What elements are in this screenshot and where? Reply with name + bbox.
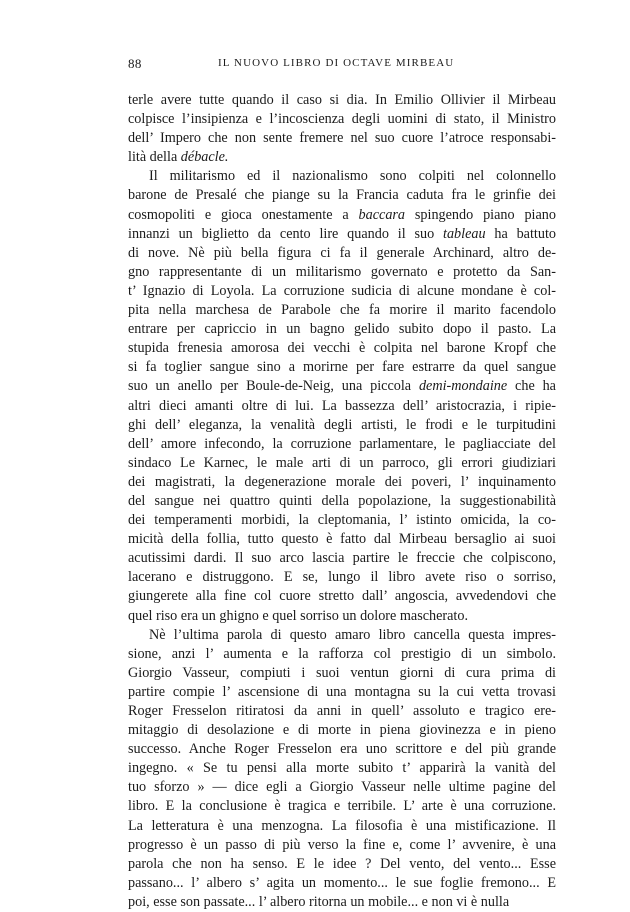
text-segment: che ha [507,378,556,395]
text-line [128,893,556,912]
text-segment: ghi dell’ eleganza, la venalità degli artisti, le frodi e le turpitudini [128,416,556,433]
text-line [128,836,556,855]
text-line [128,263,556,282]
text-line [128,91,556,110]
text-line [128,607,556,626]
text-line [128,587,556,606]
text-segment: altri dieci amanti oltre di lui. La bassezza dell’ aristocrazia, i ripie- [128,397,556,414]
text-line [128,817,556,836]
text-line [128,702,556,721]
text-segment: lacerano e distruggono. E se, lungo il libro avete riso o sorriso, [128,569,556,586]
text-segment: La letteratura è una menzogna. La filosofia è una mistificazione. Il [128,817,556,834]
text-segment: dei magistrati, la degenerazione morale dei poveri, l’ inquinamento [128,473,556,490]
text-line [128,148,556,167]
text-segment: quel riso era un ghigno e quel sorriso un dolore mascherato. [128,607,469,624]
text-line [128,358,556,377]
text-segment: entrare per capriccio in un bagno gelido subito dopo il pasto. La [128,321,556,338]
text-line [128,645,556,664]
text-segment: t’ Ignazio di Loyola. La corruzione sudicia di alcune mondane è col- [128,282,556,299]
text-segment: passano... l’ albero s’ agita un momento... le sue foglie fremono... E [128,874,556,891]
text-segment: progresso è un passo di più verso la fine e, come l’ avvenire, è una [128,836,556,853]
italic-text: baccara [358,206,406,223]
text-line [128,473,556,492]
text-segment: dell’ amore infecondo, la corruzione parlamentare, le pagliacciate del [128,435,556,452]
text-segment: dell’ Impero che non sente fremere nel suo cuore l’atroce responsabi- [128,130,556,147]
text-segment: gno rappresentante di un militarismo governato e protetto da San- [128,263,556,280]
text-segment: Nè l’ultima parola di questo amaro libro cancella questa impres- [149,626,556,643]
text-line [128,492,556,511]
text-line [128,397,556,416]
text-segment: Giorgio Vasseur, compiuti i suoi ventun giorni di cura prima di [128,664,556,681]
text-segment: si fa toglier sangue sino a morirne per fare estrarre da quel sangue [128,359,556,376]
text-segment: innanzi un biglietto da cento lire quando il suo [128,225,443,242]
text-segment: Il militarismo ed il nazionalismo sono colpiti nel colonnello [149,168,556,185]
text-line [128,568,556,587]
page-number: 88 [128,56,142,71]
text-segment: del sangue nei quattro quinti della popolazione, la suggestionabilità [128,492,556,509]
text-segment: ha battuto [485,225,556,242]
text-line [128,301,556,320]
text-segment: spingendo piano piano [405,206,556,223]
text-segment: sindaco Le Karnec, le male arti di un parroco, gli errori giudiziari [128,454,556,471]
text-segment: colpisce l’insipienza e l’incoscienza degli uomini di stato, il Ministro [128,111,556,128]
text-segment: dei temperamenti morbidi, la cleptomania, l’ istinto omicida, la co- [128,512,556,529]
text-segment: di nove. Nè più bella figura ci fa il generale Archinard, altro de- [128,244,556,261]
text-segment: terle avere tutte quando il caso si dia. In Emilio Ollivier il Mirbeau [128,92,556,108]
text-segment: parola che non ha senso. E le idee ? Del vento, del vento... Esse [128,855,556,872]
text-line [128,377,556,396]
text-line [128,435,556,454]
text-line [128,225,556,244]
text-segment: poi, esse son passate... l’ albero ritorna un mobile... e non vi è nulla [128,893,510,910]
text-line [128,740,556,759]
running-head [128,56,512,74]
text-line [128,206,556,225]
text-line [128,511,556,530]
text-segment: cosmopoliti e gioca onestamente a [128,206,359,223]
text-line [128,320,556,339]
text-line [128,874,556,893]
running-title: IL NUOVO LIBRO DI OCTAVE MIRBEAU [218,57,455,69]
text-segment: ingegno. « Se tu pensi alla morte subito t’ apparirà la vanità del [128,760,556,777]
text-segment: sione, anzi l’ aumenta e la rafforza col prestigio di un simbolo. [128,645,556,662]
text-line [128,759,556,778]
text-segment: micità della follia, tutto questo è fatto dal Mirbeau bersaglio ai suoi [128,531,556,548]
text-line [128,167,556,186]
text-line [128,855,556,874]
text-segment: pita nella marchesa de Parabole che fa morire il marito facendolo [128,302,556,319]
text-segment: libro. E la conclusione è tragica e terribile. L’ arte è una corruzione. [128,798,556,815]
body-text [128,91,556,912]
text-line [128,530,556,549]
text-segment: stupida frenesia amorosa dei vecchi è colpita nel barone Kropf che [128,340,556,357]
text-segment: lità della [128,149,181,166]
italic-text: demi-mondaine [418,378,508,395]
text-line [128,416,556,435]
text-segment: Roger Fresselon ritiratosi da anni in quell’ assoluto e tragico ere- [128,703,556,719]
text-line [128,110,556,129]
text-segment: acutissimi dardi. Il suo arco lascia partire le freccie che colpiscono, [128,550,556,567]
text-line [128,664,556,683]
text-line [128,244,556,263]
text-segment: mitaggio di desolazione e di morte in piena giovinezza e in pieno [128,722,556,739]
italic-text: tableau [443,225,486,242]
text-segment: giungerete alla fine col cuore stretto dall’ angoscia, avvedendovi che [128,588,556,605]
text-line [128,282,556,301]
text-segment: successo. Anche Roger Fresselon era uno scrittore e del più grande [128,741,556,758]
text-segment: partire compie l’ ascensione di una montagna su la cui vetta trovasi [128,683,556,700]
text-line [128,797,556,816]
italic-text: débacle. [180,149,229,166]
text-line [128,186,556,205]
text-line [128,454,556,473]
text-line [128,129,556,148]
text-segment: tuo sforzo » — dice egli a Giorgio Vasseur nelle ultime pagine del [128,779,556,796]
text-segment: suo un anello per Boule-de-Neig, una piccola [128,378,419,395]
text-line [128,549,556,568]
text-line [128,721,556,740]
text-line [128,339,556,358]
text-segment: barone de Presalé che piange su la Francia caduta fra le grinfie dei [128,187,556,204]
text-line [128,626,556,645]
text-line [128,683,556,702]
text-line [128,778,556,797]
